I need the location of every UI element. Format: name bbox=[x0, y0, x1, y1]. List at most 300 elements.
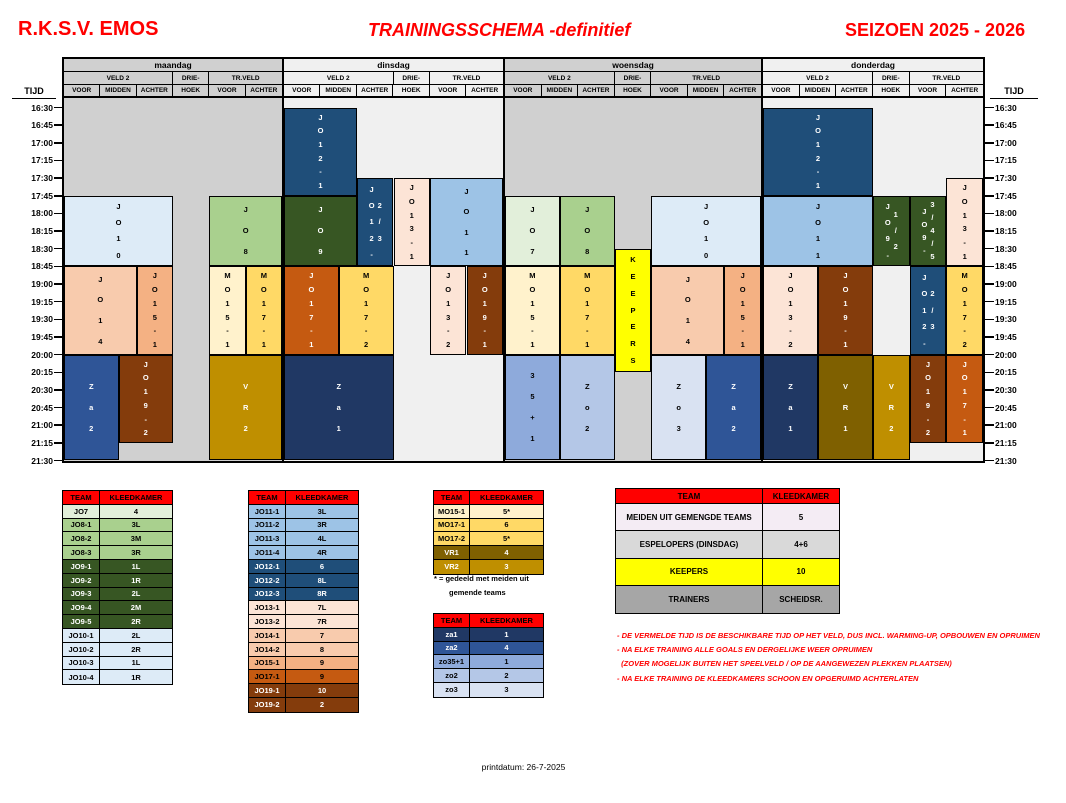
time-label-left-18-45: 18:45 bbox=[31, 261, 53, 272]
block-label-char: 5 bbox=[530, 392, 535, 402]
block-label-char: J bbox=[464, 186, 469, 196]
block-label-char: 2 bbox=[788, 339, 793, 349]
time-label-right-19-45: 19:45 bbox=[995, 331, 1017, 342]
block-label-char: K bbox=[630, 255, 636, 265]
block-label-char: O bbox=[684, 295, 691, 305]
block-label-char: - bbox=[923, 245, 926, 255]
block-donderdag-jo19-1 bbox=[818, 266, 873, 354]
block-dinsdag-jo9 bbox=[284, 196, 357, 267]
block-label-column bbox=[116, 199, 122, 264]
block-label-column bbox=[530, 366, 534, 450]
block-label-char: - bbox=[483, 326, 486, 336]
field-group-drie-: DRIE- bbox=[173, 72, 209, 84]
day-panel-woensdag bbox=[505, 59, 763, 461]
legend-row-jo9-2 bbox=[63, 574, 172, 588]
block-label-column bbox=[584, 269, 590, 351]
field-group-veld-2: VELD 2 bbox=[763, 72, 873, 84]
legend-kleedkamer: 4 bbox=[133, 506, 139, 516]
block-label-char: 1 bbox=[464, 227, 469, 237]
day-panel-donderdag bbox=[763, 59, 983, 461]
block-label-char: J bbox=[369, 184, 374, 194]
block-maandag-mo15-1 bbox=[209, 266, 245, 354]
block-label-char: 1 bbox=[98, 316, 103, 325]
time-label-right-16-45: 16:45 bbox=[995, 120, 1017, 131]
block-label-char: 2 bbox=[89, 423, 94, 433]
block-label-char: 1 bbox=[530, 434, 535, 444]
block-label-char: M bbox=[224, 271, 231, 281]
block-label-char: 2 bbox=[318, 153, 323, 163]
block-label-char: O bbox=[921, 289, 928, 299]
block-label-char: R bbox=[888, 402, 895, 412]
legend-kleedkamer: 2L bbox=[131, 589, 141, 599]
day-body-maandag bbox=[64, 98, 282, 461]
day-body-donderdag bbox=[763, 98, 983, 461]
block-label-char: Z bbox=[88, 381, 94, 391]
block-label-char: M bbox=[584, 271, 591, 281]
legend-row-jo9-4 bbox=[63, 601, 172, 615]
block-label-char: O bbox=[445, 285, 452, 295]
block-label-char: 1 bbox=[309, 339, 314, 349]
legend-row-mo15-1 bbox=[434, 505, 543, 519]
block-label-char: J bbox=[962, 183, 967, 193]
legend-kleedkamer: 5* bbox=[502, 506, 511, 516]
block-donderdag-jo13-2 bbox=[763, 266, 818, 354]
block-label-char: J bbox=[740, 271, 745, 281]
block-label-char: O bbox=[408, 196, 415, 206]
block-label-char: J bbox=[685, 274, 690, 284]
block-label-char: O bbox=[961, 373, 968, 383]
time-label-left-19-45: 19:45 bbox=[31, 331, 53, 342]
block-label-column bbox=[482, 269, 488, 351]
time-tick bbox=[985, 424, 994, 426]
block-dinsdag-jo13-1 bbox=[394, 178, 430, 266]
note-line-2: - NA ELKE TRAINING ALLE GOALS EN DERGELIJKE WEER OPRUIMEN bbox=[617, 645, 873, 654]
block-label-char: 2 bbox=[893, 242, 898, 252]
block-label-column bbox=[261, 269, 267, 351]
time-label-left-19-30: 19:30 bbox=[31, 314, 53, 325]
block-label-char: O bbox=[815, 126, 821, 136]
field-subcol-achter: ACHTER bbox=[250, 87, 278, 94]
block-label-char: 1 bbox=[369, 217, 374, 227]
block-label-char: a bbox=[336, 402, 341, 412]
field-subcol-achter: ACHTER bbox=[471, 87, 499, 94]
block-label-char: 3 bbox=[446, 312, 451, 322]
block-label-column bbox=[97, 269, 103, 351]
block-label-char: 9 bbox=[925, 400, 931, 410]
time-tick bbox=[985, 177, 994, 179]
time-label-right-20-45: 20:45 bbox=[995, 402, 1017, 413]
day-name-woensdag: woensdag bbox=[505, 59, 761, 72]
field-subcol-voor: VOOR bbox=[64, 85, 100, 96]
block-label-column bbox=[731, 376, 736, 439]
block-label-char: - bbox=[586, 326, 589, 336]
day-name-maandag: maandag bbox=[64, 59, 282, 72]
block-label-char: 1 bbox=[143, 387, 148, 397]
legend-kleedkamer: 7 bbox=[319, 630, 325, 640]
block-label-char: O bbox=[584, 285, 591, 295]
block-label-char: 1 bbox=[318, 140, 323, 150]
block-label-char: 1 bbox=[336, 423, 341, 433]
legend-team: JO11-3 bbox=[249, 532, 286, 545]
legend-footnote-line1: * = gedeeld met meiden uit bbox=[434, 574, 529, 583]
time-tick bbox=[54, 213, 62, 215]
legend-kleedkamer: 4L bbox=[317, 534, 327, 544]
block-label-char: 1 bbox=[962, 387, 967, 397]
time-label-left-20-30: 20:30 bbox=[31, 384, 53, 395]
block-label-char: Z bbox=[336, 381, 342, 391]
block-label-char: O bbox=[317, 126, 324, 136]
legend-row-jo8-1 bbox=[63, 519, 172, 533]
block-label-char: O bbox=[363, 285, 370, 295]
block-label-char: 9 bbox=[318, 247, 323, 257]
block-label-char: 2 bbox=[446, 339, 451, 349]
time-label-right-17-15: 17:15 bbox=[995, 155, 1017, 166]
legend-team: MO17-1 bbox=[434, 519, 470, 532]
block-donderdag-vr2 bbox=[873, 355, 910, 461]
block-label-char: O bbox=[739, 285, 746, 295]
block-maandag-vr2 bbox=[209, 355, 282, 461]
block-label-column bbox=[369, 181, 375, 263]
block-label-column bbox=[336, 376, 341, 439]
block-woensdag-mo15-1 bbox=[505, 266, 560, 354]
block-maandag-jo19-2 bbox=[119, 355, 174, 443]
legend-row-trainers bbox=[616, 586, 839, 613]
legend-row-jo17-1 bbox=[249, 670, 358, 684]
block-label-column bbox=[921, 269, 927, 351]
time-tick bbox=[54, 195, 62, 197]
legend-row-za1 bbox=[434, 628, 543, 642]
block-label-char: 0 bbox=[116, 250, 121, 260]
time-label-left-20-45: 20:45 bbox=[31, 402, 53, 413]
legend-header-team: TEAM bbox=[616, 489, 763, 503]
block-label-char: - bbox=[963, 414, 966, 424]
block-label-column bbox=[409, 181, 415, 263]
block-label-char: 3 bbox=[930, 322, 935, 332]
block-label-char: 2 bbox=[369, 233, 374, 243]
time-tick bbox=[985, 266, 994, 268]
block-label-char: 2 bbox=[889, 423, 894, 433]
block-label-char: 1 bbox=[530, 339, 535, 349]
block-woensdag-jo14 bbox=[651, 266, 724, 354]
field-subcol-achter: ACHTER bbox=[836, 85, 873, 96]
block-donderdag-jo11 bbox=[763, 196, 873, 267]
block-label-char: 3 bbox=[962, 224, 967, 234]
legend-row-jo10-4 bbox=[63, 670, 172, 684]
block-label-char: 2 bbox=[143, 428, 148, 438]
block-label-char: 1 bbox=[925, 387, 931, 397]
block-label-char: a bbox=[788, 402, 793, 412]
block-label-char: / bbox=[931, 239, 934, 249]
block-label-column bbox=[843, 269, 849, 351]
time-tick bbox=[54, 424, 62, 426]
time-axis-header-right: TIJD bbox=[990, 84, 1038, 99]
block-label-char: - bbox=[886, 250, 889, 260]
legend-team: JO9-2 bbox=[63, 574, 100, 587]
block-maandag-jo15-1 bbox=[137, 266, 173, 354]
block-woensdag-35-1 bbox=[505, 355, 560, 461]
legend-footnote-line2: gemende teams bbox=[449, 588, 506, 597]
block-label-char: O bbox=[142, 373, 149, 383]
day-body-dinsdag bbox=[284, 98, 503, 461]
block-label-char: 0 bbox=[704, 250, 709, 260]
field-subcol-row-woensdag bbox=[505, 85, 761, 98]
block-label-column bbox=[930, 199, 934, 264]
block-label-column bbox=[530, 200, 536, 263]
block-label-char: J bbox=[318, 112, 323, 122]
season-label: SEIZOEN 2025 - 2026 bbox=[845, 20, 1026, 40]
block-maandag-za2 bbox=[64, 355, 119, 461]
legend-kleedkamer: 3M bbox=[130, 534, 142, 544]
legend-team: za1 bbox=[434, 628, 470, 641]
block-label-char: - bbox=[741, 326, 744, 336]
time-tick bbox=[54, 354, 62, 356]
block-label-char: 5 bbox=[225, 312, 230, 322]
legend-kleedkamer: 2L bbox=[131, 630, 141, 640]
block-label-char: O bbox=[308, 285, 315, 295]
block-dinsdag-za1 bbox=[284, 355, 394, 461]
legend-table-senioren bbox=[433, 613, 544, 698]
block-label-column bbox=[685, 269, 691, 351]
field-subcol-midden: MIDDEN bbox=[542, 85, 579, 96]
block-label-column bbox=[243, 376, 248, 439]
block-label-char: 1 bbox=[152, 298, 157, 308]
legend-team: JO9-5 bbox=[63, 615, 100, 628]
time-label-left-19-15: 19:15 bbox=[31, 296, 53, 307]
block-woensdag-mo17-1 bbox=[560, 266, 615, 354]
field-subcol-achter: ACHTER bbox=[578, 85, 615, 96]
legend-team: ESPELOPERS (DINSDAG) bbox=[616, 531, 763, 557]
block-label-char: 9 bbox=[885, 234, 890, 244]
block-dinsdag-jo13-2 bbox=[430, 266, 466, 354]
field-subcol-row-donderdag bbox=[763, 85, 983, 98]
block-label-char: 7 bbox=[585, 312, 590, 322]
block-label-char: / bbox=[931, 305, 934, 315]
block-label-char: / bbox=[378, 217, 381, 227]
block-dinsdag-jo11 bbox=[430, 178, 503, 266]
block-donderdag-jo13-1 bbox=[946, 178, 983, 266]
block-label-column bbox=[378, 198, 382, 247]
block-label-char: V bbox=[243, 381, 249, 391]
block-label-char: 1 bbox=[962, 298, 967, 308]
block-label-column bbox=[89, 376, 94, 439]
legend-row-meiden-uit-gemengde-teams bbox=[616, 504, 839, 531]
block-label-char: 1 bbox=[409, 210, 414, 220]
block-label-char: 1 bbox=[893, 210, 898, 220]
block-maandag-jo8 bbox=[209, 196, 282, 267]
legend-header-row bbox=[434, 491, 543, 505]
legend-header-kleedkamer: KLEEDKAMER bbox=[109, 492, 163, 502]
block-donderdag-jo9-3-4-5 bbox=[910, 196, 947, 267]
legend-team: JO15-1 bbox=[249, 657, 286, 670]
field-group-veld-2: VELD 2 bbox=[64, 72, 173, 84]
legend-row-jo11-1 bbox=[249, 505, 358, 519]
legend-team: MO17-2 bbox=[434, 532, 470, 545]
block-label-char: J bbox=[922, 206, 927, 216]
legend-header-team: TEAM bbox=[249, 491, 286, 504]
day-name-donderdag: donderdag bbox=[763, 59, 983, 72]
time-tick bbox=[985, 354, 994, 356]
block-label-column bbox=[445, 269, 451, 351]
block-woensdag-jo15-1 bbox=[724, 266, 761, 354]
legend-row-jo19-1 bbox=[249, 684, 358, 698]
legend-team: JO10-2 bbox=[63, 643, 100, 656]
field-group-drie-: DRIE- bbox=[873, 72, 910, 84]
legend-team: JO19-1 bbox=[249, 684, 286, 697]
block-label-char: J bbox=[482, 271, 487, 281]
time-tick bbox=[54, 177, 62, 179]
legend-kleedkamer: 1L bbox=[131, 561, 141, 571]
block-label-char: J bbox=[885, 202, 890, 212]
field-subcol-hoek: HOEK bbox=[615, 85, 652, 96]
block-label-char: - bbox=[319, 167, 322, 177]
block-label-char: 2 bbox=[377, 201, 382, 211]
time-tick bbox=[54, 442, 62, 444]
block-label-char: 1 bbox=[116, 234, 121, 244]
block-label-column bbox=[894, 207, 898, 255]
block-label-char: O bbox=[842, 285, 849, 295]
block-label-char: J bbox=[788, 271, 793, 281]
legend-row-jo10-1 bbox=[63, 629, 172, 643]
block-label-char: 2 bbox=[922, 322, 927, 332]
block-label-char: 1 bbox=[409, 251, 414, 261]
block-label-char: 1 bbox=[815, 234, 821, 244]
day-body-woensdag bbox=[505, 98, 761, 461]
time-tick bbox=[54, 407, 62, 409]
legend-row-vr2 bbox=[434, 560, 543, 574]
block-maandag-mo17-1 bbox=[246, 266, 282, 354]
time-tick bbox=[54, 460, 62, 462]
block-label-char: R bbox=[630, 339, 636, 349]
block-label-char: 7 bbox=[309, 312, 314, 322]
legend-row-jo11-4 bbox=[249, 546, 358, 560]
block-label-char: - bbox=[370, 250, 373, 260]
time-label-right-18-15: 18:15 bbox=[995, 226, 1017, 237]
block-woensdag-jo7 bbox=[505, 196, 560, 267]
block-label-char: O bbox=[481, 285, 488, 295]
block-label-char: 1 bbox=[482, 339, 487, 349]
time-tick bbox=[985, 460, 994, 462]
time-label-right-21-15: 21:15 bbox=[995, 437, 1017, 448]
block-label-char: 7 bbox=[962, 400, 967, 410]
time-tick bbox=[985, 407, 994, 409]
block-donderdag-jo9-1-2 bbox=[873, 196, 910, 267]
block-label-char: - bbox=[226, 326, 229, 336]
block-label-char: 1 bbox=[585, 339, 590, 349]
legend-header-row bbox=[249, 491, 358, 505]
block-maandag-jo10 bbox=[64, 196, 173, 267]
block-label-char: 1 bbox=[788, 423, 793, 433]
block-label-column bbox=[788, 376, 793, 439]
legend-team: JO12-3 bbox=[249, 588, 286, 601]
legend-row-mo17-2 bbox=[434, 532, 543, 546]
block-label-column bbox=[143, 358, 149, 440]
time-label-left-17-45: 17:45 bbox=[31, 190, 53, 201]
block-label-char: 1 bbox=[843, 423, 848, 433]
legend-team: VR1 bbox=[434, 546, 470, 559]
block-label-column bbox=[889, 376, 894, 439]
time-tick bbox=[985, 195, 994, 197]
block-label-char: a bbox=[89, 402, 94, 412]
block-label-char: 1 bbox=[815, 140, 821, 150]
block-label-char: / bbox=[894, 226, 897, 236]
legend-team: JO13-2 bbox=[249, 615, 286, 628]
block-label-char: 9 bbox=[482, 312, 487, 322]
block-label-char: J bbox=[243, 205, 248, 215]
block-label-column bbox=[788, 269, 794, 351]
block-label-column bbox=[584, 200, 590, 263]
field-subcol-voor: VOOR bbox=[651, 85, 688, 96]
block-label-column bbox=[962, 181, 968, 263]
legend-kleedkamer: 10 bbox=[317, 686, 327, 696]
time-tick bbox=[985, 389, 994, 391]
block-label-char: - bbox=[446, 326, 450, 336]
page-title: TRAININGSSCHEMA -definitief bbox=[368, 20, 631, 40]
note-line-3: (ZOVER MOGELIJK BUITEN HET SPEELVELD / OP DE AANGEWEZEN PLEKKEN PLAATSEN) bbox=[617, 659, 952, 668]
field-group-drie-: DRIE- bbox=[615, 72, 652, 84]
field-subcol-voor: VOOR bbox=[910, 85, 947, 96]
block-woensdag-jo10 bbox=[651, 196, 761, 267]
block-label-char: + bbox=[530, 413, 535, 423]
block-label-char: J bbox=[98, 274, 103, 284]
block-label-char: 3 bbox=[788, 312, 793, 322]
block-label-char: J bbox=[309, 271, 314, 281]
legend-row-jo11-3 bbox=[249, 532, 358, 546]
block-label-char: 4 bbox=[930, 226, 935, 236]
block-label-char: 2 bbox=[815, 153, 821, 163]
legend-row-jo13-1 bbox=[249, 601, 358, 615]
legend-header-team: TEAM bbox=[434, 491, 470, 504]
block-label-char: 9 bbox=[143, 400, 148, 410]
block-label-char: 1 bbox=[962, 210, 967, 220]
legend-team: JO10-1 bbox=[63, 629, 100, 642]
legend-kleedkamer: 1 bbox=[504, 657, 509, 667]
block-label-char: 9 bbox=[843, 312, 848, 322]
block-label-char: 7 bbox=[962, 312, 967, 322]
time-label-right-19-15: 19:15 bbox=[995, 296, 1017, 307]
legend-team: JO11-2 bbox=[249, 519, 286, 532]
time-label-right-17-30: 17:30 bbox=[995, 173, 1017, 184]
block-label-char: O bbox=[703, 218, 710, 228]
block-label-char: - bbox=[963, 326, 966, 336]
time-tick bbox=[985, 230, 994, 232]
legend-kleedkamer: 2 bbox=[319, 700, 325, 710]
legend-team: za2 bbox=[434, 642, 470, 655]
block-label-char: O bbox=[115, 218, 122, 228]
block-label-char: J bbox=[922, 272, 927, 282]
legend-row-jo11-2 bbox=[249, 519, 358, 533]
time-tick bbox=[54, 283, 62, 285]
field-subcol-hoek: HOEK bbox=[393, 85, 429, 96]
block-label-char: 1 bbox=[318, 181, 323, 191]
legend-team: MEIDEN UIT GEMENGDE TEAMS bbox=[616, 504, 763, 530]
legend-team: JO8-2 bbox=[63, 532, 100, 545]
block-label-char: M bbox=[529, 271, 536, 281]
time-label-right-20-15: 20:15 bbox=[995, 367, 1017, 378]
legend-team: JO11-4 bbox=[249, 546, 286, 559]
block-label-char: 2 bbox=[962, 339, 967, 349]
field-subcol-midden: MIDDEN bbox=[800, 85, 837, 96]
block-label-column bbox=[815, 111, 821, 193]
time-tick bbox=[985, 336, 994, 338]
time-label-right-18-45: 18:45 bbox=[995, 261, 1017, 272]
block-label-column bbox=[815, 199, 821, 264]
block-label-char: / bbox=[931, 213, 934, 223]
legend-header-kleedkamer: KLEEDKAMER bbox=[480, 615, 533, 625]
legend-kleedkamer: 2R bbox=[131, 644, 141, 654]
legend-kleedkamer: 1L bbox=[131, 658, 141, 668]
time-label-left-16-45: 16:45 bbox=[31, 120, 53, 131]
legend-row-jo12-2 bbox=[249, 574, 358, 588]
